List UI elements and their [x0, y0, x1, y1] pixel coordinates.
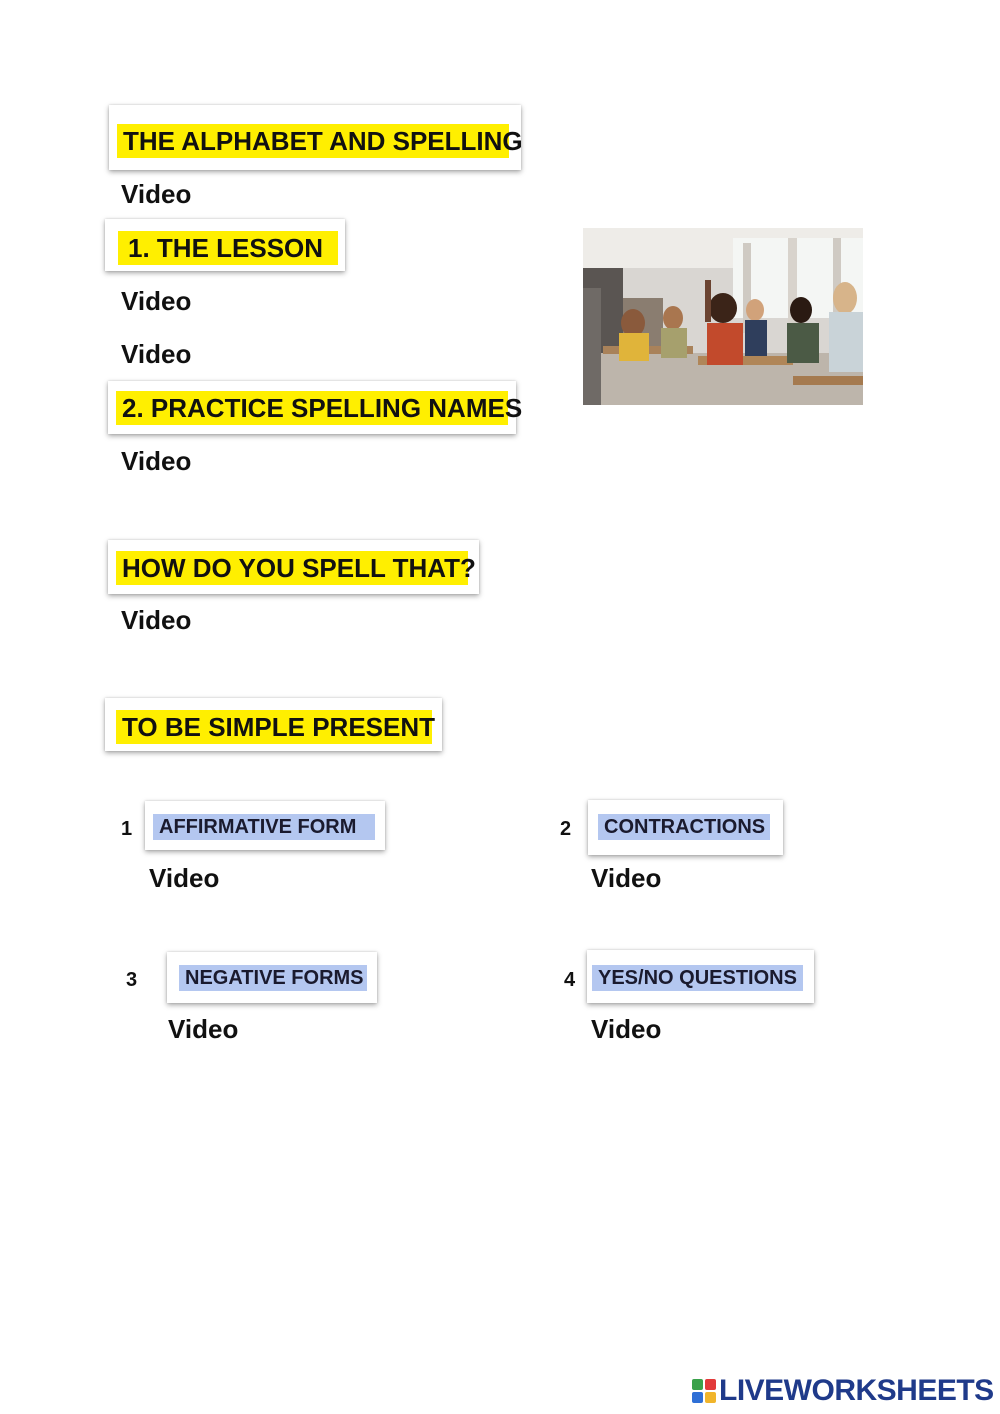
subtopic-number-2: 2	[560, 818, 572, 840]
video-link-affirmative[interactable]: Video	[149, 863, 220, 893]
video-link-lesson-2[interactable]: Video	[121, 339, 192, 369]
logo-mark-icon	[692, 1379, 716, 1403]
subtopic-title-contractions: CONTRACTIONS	[598, 814, 770, 840]
liveworksheets-logo	[692, 1374, 994, 1408]
title-alphabet-and-spelling: THE ALPHABET AND SPELLING	[117, 124, 509, 158]
title-how-do-you-spell-that: HOW DO YOU SPELL THAT?	[116, 551, 468, 585]
subtopic-number-3: 3	[126, 969, 138, 991]
video-link-contractions[interactable]: Video	[591, 863, 662, 893]
subtopic-number-1: 1	[121, 818, 133, 840]
title-to-be-simple-present: TO BE SIMPLE PRESENT	[116, 710, 432, 744]
video-link-alphabet[interactable]: Video	[121, 179, 192, 209]
logo-text: LIVEWORKSHEETS	[719, 1374, 994, 1407]
subtopic-title-yes-no-questions: YES/NO QUESTIONS	[592, 965, 803, 991]
video-link-spell[interactable]: Video	[121, 605, 192, 635]
subtopic-number-4: 4	[564, 969, 576, 991]
video-link-lesson-1[interactable]: Video	[121, 286, 192, 316]
subtopic-title-negative: NEGATIVE FORMS	[179, 965, 367, 991]
video-link-yes-no-questions[interactable]: Video	[591, 1014, 662, 1044]
title-the-lesson: 1. THE LESSON	[118, 231, 338, 265]
classroom-photo	[583, 228, 863, 405]
subtopic-title-affirmative: AFFIRMATIVE FORM	[153, 814, 375, 840]
video-link-practice[interactable]: Video	[121, 446, 192, 476]
title-practice-spelling-names: 2. PRACTICE SPELLING NAMES	[116, 391, 508, 425]
video-link-negative[interactable]: Video	[168, 1014, 239, 1044]
